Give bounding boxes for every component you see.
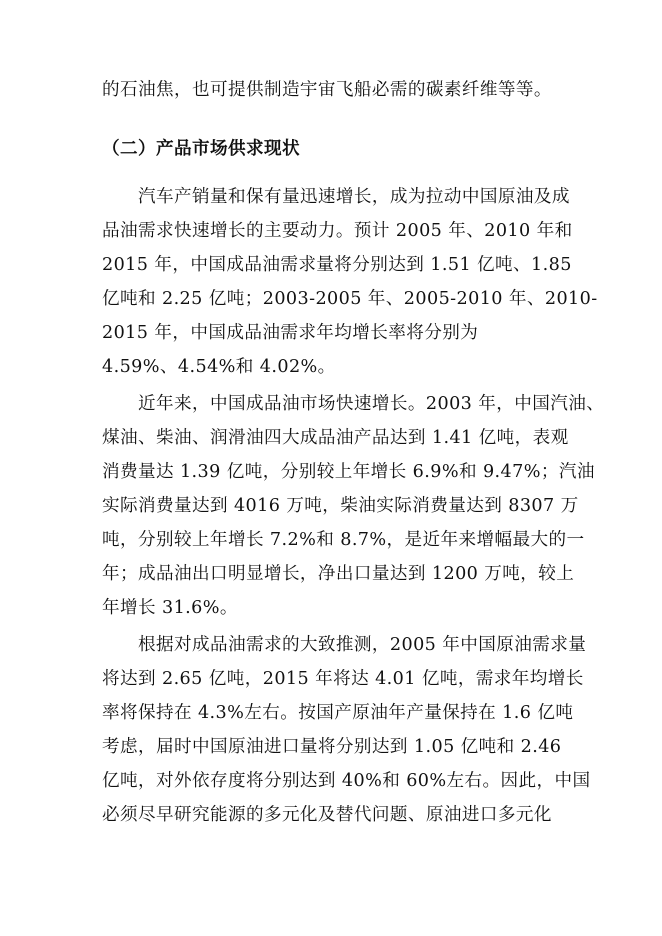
paragraph-2-line-4: 实际消费量达到 4016 万吨，柴油实际消费量达到 8307 万 — [102, 496, 579, 516]
paragraph-1-line-1: 汽车产销量和保有量迅速增长，成为拉动中国原油及成 — [102, 187, 570, 207]
paragraph-3-line-3: 率将保持在 4.3%左右。按国产原油年产量保持在 1.6 亿吨 — [102, 703, 574, 723]
paragraph-1-line-4: 亿吨和 2.25 亿吨；2003-2005 年、2005-2010 年、2010- — [102, 289, 598, 309]
paragraph-1-line-6: 4.59%、4.54%和 4.02%。 — [102, 357, 336, 377]
section-heading: （二）产品市场供求现状 — [102, 139, 300, 159]
paragraph-2-line-5: 吨，分别较上年增长 7.2%和 8.7%，是近年来增幅最大的一 — [102, 530, 585, 550]
paragraph-2-line-6: 年；成品油出口明显增长，净出口量达到 1200 万吨，较上 — [102, 564, 575, 584]
paragraph-3-line-2: 将达到 2.65 亿吨，2015 年将达 4.01 亿吨，需求年均增长 — [102, 669, 584, 689]
paragraph-2-line-7: 年增长 31.6%。 — [102, 598, 238, 618]
paragraph-2-line-3: 消费量达 1.39 亿吨，分别较上年增长 6.9%和 9.47%；汽油 — [102, 462, 595, 482]
paragraph-3-line-5: 亿吨，对外依存度将分别达到 40%和 60%左右。因此，中国 — [102, 771, 591, 791]
paragraph-1-line-2: 品油需求快速增长的主要动力。预计 2005 年、2010 年和 — [102, 221, 573, 241]
paragraph-1-line-5: 2015 年，中国成品油需求年均增长率将分别为 — [102, 323, 479, 343]
paragraph-2-line-1: 近年来，中国成品油市场快速增长。2003 年，中国汽油、 — [102, 394, 605, 414]
paragraph-3-line-4: 考虑，届时中国原油进口量将分别达到 1.05 亿吨和 2.46 — [102, 737, 562, 757]
paragraph-2-line-2: 煤油、柴油、润滑油四大成品油产品达到 1.41 亿吨，表观 — [102, 428, 569, 448]
paragraph-3-line-1: 根据对成品油需求的大致推测，2005 年中国原油需求量 — [102, 635, 587, 655]
paragraph-3-line-6: 必须尽早研究能源的多元化及替代问题、原油进口多元化 — [102, 805, 552, 825]
intro-line: 的石油焦，也可提供制造宇宙飞船必需的碳素纤维等等。 — [102, 80, 552, 100]
paragraph-1-line-3: 2015 年，中国成品油需求量将分别达到 1.51 亿吨、1.85 — [102, 255, 572, 275]
